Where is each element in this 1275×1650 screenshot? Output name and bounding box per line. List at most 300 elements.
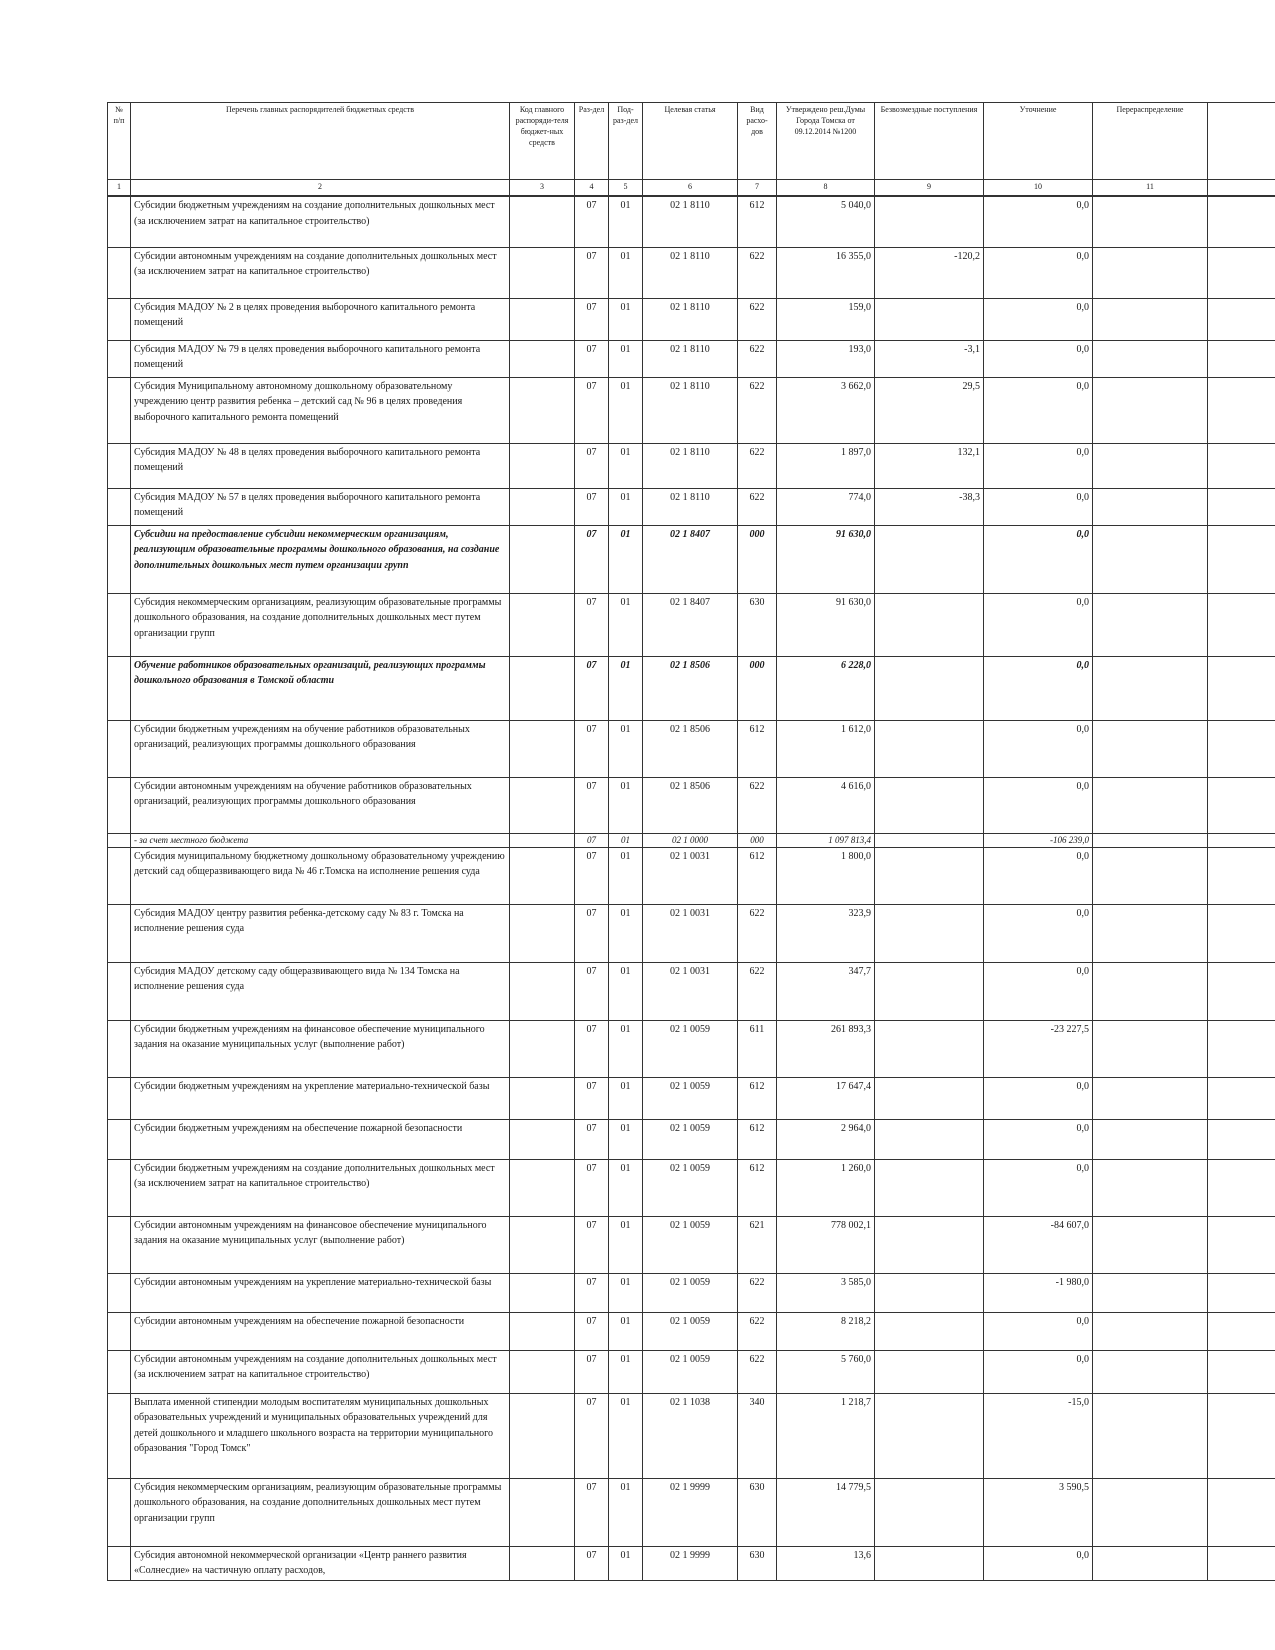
row-section: 07 (575, 847, 609, 904)
row-clarification: 0,0 (984, 1312, 1093, 1350)
row-extra (1208, 1393, 1275, 1478)
row-extra (1208, 298, 1275, 340)
row-free-receipts (875, 525, 984, 593)
row-free-receipts (875, 1159, 984, 1216)
row-target-article: 02 1 0059 (643, 1119, 738, 1159)
row-section: 07 (575, 298, 609, 340)
row-redistribution (1093, 525, 1208, 593)
row-redistribution (1093, 1273, 1208, 1312)
row-subsection: 01 (609, 904, 643, 962)
row-section: 07 (575, 720, 609, 777)
row-extra (1208, 1216, 1275, 1273)
row-expense-type: 622 (738, 443, 777, 488)
row-approved-amount: 5 760,0 (777, 1350, 875, 1393)
table-row (108, 1159, 1275, 1216)
row-subsection: 01 (609, 777, 643, 833)
table-row (108, 1393, 1275, 1478)
table-row (108, 833, 1275, 847)
row-target-article: 02 1 0059 (643, 1077, 738, 1119)
row-subsection: 01 (609, 340, 643, 377)
row-section: 07 (575, 1020, 609, 1077)
column-number (1208, 180, 1275, 197)
row-free-receipts (875, 962, 984, 1020)
row-subsection: 01 (609, 488, 643, 525)
row-admin-code (510, 1119, 575, 1159)
row-admin-code (510, 1478, 575, 1546)
row-admin-code (510, 1216, 575, 1273)
row-clarification: 0,0 (984, 247, 1093, 298)
table-row (108, 847, 1275, 904)
row-approved-amount: 6 228,0 (777, 656, 875, 720)
row-redistribution (1093, 1159, 1208, 1216)
row-approved-amount: 17 647,4 (777, 1077, 875, 1119)
row-section: 07 (575, 1119, 609, 1159)
row-description: Субсидии автономным учреждениям на укрепление материально-технической базы (131, 1273, 510, 1312)
table-row (108, 1077, 1275, 1119)
row-admin-code (510, 488, 575, 525)
row-free-receipts (875, 1393, 984, 1478)
row-free-receipts (875, 1119, 984, 1159)
table-row (108, 196, 1275, 247)
row-admin-code (510, 340, 575, 377)
table-row (108, 1020, 1275, 1077)
row-section: 07 (575, 833, 609, 847)
row-extra (1208, 1312, 1275, 1350)
row-description: Субсидии бюджетным учреждениям на укрепление материально-технической базы (131, 1077, 510, 1119)
row-admin-code (510, 847, 575, 904)
row-approved-amount: 4 616,0 (777, 777, 875, 833)
table-row (108, 525, 1275, 593)
row-description: Субсидия МАДОУ № 79 в целях проведения выборочного капитального ремонта помещений (131, 340, 510, 377)
column-number: 10 (984, 180, 1093, 197)
row-target-article: 02 1 9999 (643, 1546, 738, 1580)
row-number-cell (108, 720, 131, 777)
header-approved: Утверждено реш.Думы Города Томска от 09.12.2014 №1200 (777, 103, 875, 180)
row-extra (1208, 488, 1275, 525)
row-approved-amount: 16 355,0 (777, 247, 875, 298)
row-description: Субсидии бюджетным учреждениям на обучение работников образовательных организаций, реализующих программы дошкольного образования (131, 720, 510, 777)
row-expense-type: 000 (738, 525, 777, 593)
row-number-cell (108, 247, 131, 298)
row-target-article: 02 1 8407 (643, 525, 738, 593)
table-row (108, 593, 1275, 656)
row-expense-type: 622 (738, 1312, 777, 1350)
row-approved-amount: 1 800,0 (777, 847, 875, 904)
row-extra (1208, 340, 1275, 377)
row-extra (1208, 720, 1275, 777)
row-redistribution (1093, 833, 1208, 847)
row-extra (1208, 1350, 1275, 1393)
row-free-receipts (875, 1077, 984, 1119)
row-redistribution (1093, 720, 1208, 777)
table-row (108, 488, 1275, 525)
row-approved-amount: 774,0 (777, 488, 875, 525)
row-expense-type: 612 (738, 1159, 777, 1216)
row-free-receipts: 29,5 (875, 377, 984, 443)
row-approved-amount: 2 964,0 (777, 1119, 875, 1159)
row-target-article: 02 1 8506 (643, 777, 738, 833)
row-target-article: 02 1 8110 (643, 340, 738, 377)
row-number-cell (108, 1478, 131, 1546)
row-admin-code (510, 777, 575, 833)
row-subsection: 01 (609, 1350, 643, 1393)
row-section: 07 (575, 525, 609, 593)
row-approved-amount: 1 612,0 (777, 720, 875, 777)
row-section: 07 (575, 443, 609, 488)
header-recipients: Перечень главных распорядителей бюджетных средств (131, 103, 510, 180)
row-section: 07 (575, 1478, 609, 1546)
row-subsection: 01 (609, 247, 643, 298)
row-number-cell (108, 904, 131, 962)
row-clarification: 0,0 (984, 1077, 1093, 1119)
row-clarification: 0,0 (984, 962, 1093, 1020)
row-redistribution (1093, 847, 1208, 904)
row-expense-type: 611 (738, 1020, 777, 1077)
row-section: 07 (575, 904, 609, 962)
row-subsection: 01 (609, 1119, 643, 1159)
row-expense-type: 630 (738, 593, 777, 656)
row-description: Субсидия некоммерческим организациям, реализующим образовательные программы дошкольного образования, на создание дополнительных дошкольных мест путем организации групп (131, 1478, 510, 1546)
row-clarification: 3 590,5 (984, 1478, 1093, 1546)
row-description: Субсидии бюджетным учреждениям на обеспечение пожарной безопасности (131, 1119, 510, 1159)
row-expense-type: 630 (738, 1478, 777, 1546)
row-free-receipts (875, 1273, 984, 1312)
row-expense-type: 622 (738, 340, 777, 377)
table-row (108, 340, 1275, 377)
row-subsection: 01 (609, 833, 643, 847)
row-expense-type: 630 (738, 1546, 777, 1580)
row-description: Субсидии бюджетным учреждениям на создание дополнительных дошкольных мест (за исключением затрат на капитальное строительство) (131, 196, 510, 247)
row-approved-amount: 347,7 (777, 962, 875, 1020)
row-admin-code (510, 377, 575, 443)
row-approved-amount: 1 897,0 (777, 443, 875, 488)
row-number-cell (108, 1159, 131, 1216)
row-description: Субсидии бюджетным учреждениям на финансовое обеспечение муниципального задания на оказание муниципальных услуг (выполнение работ) (131, 1020, 510, 1077)
row-number-cell (108, 593, 131, 656)
row-number-cell (108, 847, 131, 904)
row-expense-type: 622 (738, 488, 777, 525)
row-description: Субсидии бюджетным учреждениям на создание дополнительных дошкольных мест (за исключением затрат на капитальное строительство) (131, 1159, 510, 1216)
column-number: 4 (575, 180, 609, 197)
row-redistribution (1093, 1478, 1208, 1546)
row-description: Субсидии автономным учреждениям на создание дополнительных дошкольных мест (за исключением затрат на капитальное строительство) (131, 247, 510, 298)
row-clarification: 0,0 (984, 488, 1093, 525)
row-redistribution (1093, 1216, 1208, 1273)
row-admin-code (510, 833, 575, 847)
row-subsection: 01 (609, 593, 643, 656)
row-target-article: 02 1 0059 (643, 1312, 738, 1350)
row-clarification: 0,0 (984, 525, 1093, 593)
row-description: Субсидия Муниципальному автономному дошкольному образовательному учреждению центр развития ребенка – детский сад № 96 в целях проведения выборочного капитального ремонта помещений (131, 377, 510, 443)
row-target-article: 02 1 9999 (643, 1478, 738, 1546)
row-approved-amount: 323,9 (777, 904, 875, 962)
row-extra (1208, 962, 1275, 1020)
row-subsection: 01 (609, 1312, 643, 1350)
row-section: 07 (575, 1077, 609, 1119)
row-clarification: 0,0 (984, 443, 1093, 488)
table-row (108, 247, 1275, 298)
row-section: 07 (575, 1159, 609, 1216)
row-free-receipts (875, 904, 984, 962)
row-number-cell (108, 196, 131, 247)
row-target-article: 02 1 0059 (643, 1350, 738, 1393)
row-redistribution (1093, 488, 1208, 525)
row-extra (1208, 847, 1275, 904)
row-number-cell (108, 1119, 131, 1159)
row-expense-type: 622 (738, 1273, 777, 1312)
row-free-receipts (875, 833, 984, 847)
row-approved-amount: 1 260,0 (777, 1159, 875, 1216)
row-admin-code (510, 298, 575, 340)
row-redistribution (1093, 1312, 1208, 1350)
row-target-article: 02 1 0031 (643, 962, 738, 1020)
row-approved-amount: 261 893,3 (777, 1020, 875, 1077)
row-extra (1208, 833, 1275, 847)
row-clarification: 0,0 (984, 1159, 1093, 1216)
row-clarification: -15,0 (984, 1393, 1093, 1478)
row-target-article: 02 1 8110 (643, 377, 738, 443)
row-extra (1208, 196, 1275, 247)
row-section: 07 (575, 1273, 609, 1312)
row-redistribution (1093, 1119, 1208, 1159)
row-redistribution (1093, 196, 1208, 247)
table-row (108, 298, 1275, 340)
row-description: - за счет местного бюджета (131, 833, 510, 847)
row-target-article: 02 1 8407 (643, 593, 738, 656)
column-number: 7 (738, 180, 777, 197)
row-extra (1208, 443, 1275, 488)
row-clarification: 0,0 (984, 720, 1093, 777)
row-approved-amount: 8 218,2 (777, 1312, 875, 1350)
table-row (108, 1546, 1275, 1580)
row-expense-type: 621 (738, 1216, 777, 1273)
row-approved-amount: 1 218,7 (777, 1393, 875, 1478)
row-subsection: 01 (609, 1077, 643, 1119)
row-extra (1208, 377, 1275, 443)
row-free-receipts: -120,2 (875, 247, 984, 298)
row-expense-type: 000 (738, 656, 777, 720)
header-section: Раз-дел (575, 103, 609, 180)
row-target-article: 02 1 8110 (643, 247, 738, 298)
row-expense-type: 622 (738, 962, 777, 1020)
row-target-article: 02 1 0059 (643, 1273, 738, 1312)
row-clarification: 0,0 (984, 777, 1093, 833)
row-extra (1208, 1119, 1275, 1159)
column-number: 3 (510, 180, 575, 197)
row-free-receipts (875, 593, 984, 656)
row-admin-code (510, 1273, 575, 1312)
row-approved-amount: 14 779,5 (777, 1478, 875, 1546)
table-row (108, 443, 1275, 488)
row-admin-code (510, 1020, 575, 1077)
row-admin-code (510, 656, 575, 720)
row-free-receipts (875, 1216, 984, 1273)
row-number-cell (108, 1350, 131, 1393)
row-free-receipts (875, 656, 984, 720)
row-number-cell (108, 1077, 131, 1119)
column-number: 2 (131, 180, 510, 197)
row-extra (1208, 1546, 1275, 1580)
row-free-receipts (875, 1546, 984, 1580)
column-number: 5 (609, 180, 643, 197)
row-section: 07 (575, 777, 609, 833)
row-clarification: 0,0 (984, 196, 1093, 247)
row-expense-type: 340 (738, 1393, 777, 1478)
row-subsection: 01 (609, 1159, 643, 1216)
header-row-number: № п/п (108, 103, 131, 180)
row-description: Субсидии автономным учреждениям на финансовое обеспечение муниципального задания на оказание муниципальных услуг (выполнение работ) (131, 1216, 510, 1273)
row-free-receipts (875, 847, 984, 904)
row-admin-code (510, 720, 575, 777)
row-clarification: 0,0 (984, 340, 1093, 377)
row-clarification: 0,0 (984, 656, 1093, 720)
row-redistribution (1093, 904, 1208, 962)
row-number-cell (108, 833, 131, 847)
row-approved-amount: 91 630,0 (777, 525, 875, 593)
row-extra (1208, 1273, 1275, 1312)
row-free-receipts (875, 1350, 984, 1393)
row-number-cell (108, 443, 131, 488)
row-subsection: 01 (609, 1020, 643, 1077)
row-expense-type: 612 (738, 1119, 777, 1159)
row-number-cell (108, 1216, 131, 1273)
row-description: Субсидия муниципальному бюджетному дошкольному образовательному учреждению детский сад общеразвивающего вида № 46 г.Томска на исполнение решения суда (131, 847, 510, 904)
row-subsection: 01 (609, 1216, 643, 1273)
row-section: 07 (575, 340, 609, 377)
row-target-article: 02 1 0059 (643, 1020, 738, 1077)
row-admin-code (510, 962, 575, 1020)
row-admin-code (510, 1350, 575, 1393)
row-target-article: 02 1 8110 (643, 298, 738, 340)
row-description: Выплата именной стипендии молодым воспитателям муниципальных дошкольных образовательных учреждений и муниципальных образовательных учреждений для детей дошкольного и младшего школьного возраста на территории муниципального образования "Город Томск" (131, 1393, 510, 1478)
row-number-cell (108, 340, 131, 377)
row-free-receipts (875, 1312, 984, 1350)
row-clarification: 0,0 (984, 1546, 1093, 1580)
table-row (108, 377, 1275, 443)
row-description: Обучение работников образовательных организаций, реализующих программы дошкольного образования в Томской области (131, 656, 510, 720)
row-number-cell (108, 488, 131, 525)
row-target-article: 02 1 0059 (643, 1216, 738, 1273)
row-admin-code (510, 196, 575, 247)
row-redistribution (1093, 962, 1208, 1020)
row-description: Субсидии автономным учреждениям на обеспечение пожарной безопасности (131, 1312, 510, 1350)
row-admin-code (510, 1312, 575, 1350)
row-free-receipts: -3,1 (875, 340, 984, 377)
row-target-article: 02 1 8110 (643, 443, 738, 488)
table-row (108, 962, 1275, 1020)
row-subsection: 01 (609, 1478, 643, 1546)
row-redistribution (1093, 656, 1208, 720)
row-section: 07 (575, 247, 609, 298)
row-approved-amount: 159,0 (777, 298, 875, 340)
row-approved-amount: 193,0 (777, 340, 875, 377)
column-number: 1 (108, 180, 131, 197)
row-number-cell (108, 962, 131, 1020)
row-number-cell (108, 1546, 131, 1580)
row-expense-type: 612 (738, 847, 777, 904)
row-subsection: 01 (609, 962, 643, 1020)
row-extra (1208, 656, 1275, 720)
row-free-receipts (875, 777, 984, 833)
row-expense-type: 622 (738, 247, 777, 298)
table-row (108, 656, 1275, 720)
table-header-row (108, 103, 1275, 180)
row-extra (1208, 247, 1275, 298)
table-row (108, 1350, 1275, 1393)
row-target-article: 02 1 8506 (643, 720, 738, 777)
row-target-article: 02 1 8506 (643, 656, 738, 720)
row-extra (1208, 1478, 1275, 1546)
row-redistribution (1093, 247, 1208, 298)
row-clarification: -106 239,0 (984, 833, 1093, 847)
budget-table-sheet (107, 102, 1275, 1581)
row-expense-type: 612 (738, 720, 777, 777)
row-expense-type: 622 (738, 777, 777, 833)
row-section: 07 (575, 1216, 609, 1273)
column-number: 8 (777, 180, 875, 197)
row-clarification: 0,0 (984, 1119, 1093, 1159)
row-redistribution (1093, 443, 1208, 488)
row-free-receipts (875, 1478, 984, 1546)
row-redistribution (1093, 1077, 1208, 1119)
row-subsection: 01 (609, 443, 643, 488)
row-clarification: 0,0 (984, 1350, 1093, 1393)
row-description: Субсидия МАДОУ детскому саду общеразвивающего вида № 134 Томска на исполнение решения суда (131, 962, 510, 1020)
row-approved-amount: 13,6 (777, 1546, 875, 1580)
row-subsection: 01 (609, 847, 643, 904)
header-subsection: Под-раз-дел (609, 103, 643, 180)
row-expense-type: 622 (738, 904, 777, 962)
row-number-cell (108, 1312, 131, 1350)
row-admin-code (510, 1393, 575, 1478)
row-number-cell (108, 298, 131, 340)
row-redistribution (1093, 298, 1208, 340)
row-redistribution (1093, 1020, 1208, 1077)
row-redistribution (1093, 777, 1208, 833)
row-section: 07 (575, 488, 609, 525)
row-number-cell (108, 377, 131, 443)
header-target-article: Целевая статья (643, 103, 738, 180)
row-admin-code (510, 904, 575, 962)
row-subsection: 01 (609, 656, 643, 720)
column-number: 6 (643, 180, 738, 197)
row-free-receipts (875, 298, 984, 340)
header-redistribution: Перераспределение (1093, 103, 1208, 180)
row-extra (1208, 1077, 1275, 1119)
row-redistribution (1093, 1393, 1208, 1478)
row-target-article: 02 1 1038 (643, 1393, 738, 1478)
row-admin-code (510, 1077, 575, 1119)
row-number-cell (108, 777, 131, 833)
row-section: 07 (575, 196, 609, 247)
row-clarification: 0,0 (984, 593, 1093, 656)
row-subsection: 01 (609, 1546, 643, 1580)
row-approved-amount: 778 002,1 (777, 1216, 875, 1273)
row-description: Субсидия автономной некоммерческой организации «Центр раннего развития «Солнесдие» на частичную оплату расходов, (131, 1546, 510, 1580)
row-free-receipts (875, 1020, 984, 1077)
row-description: Субсидия МАДОУ № 48 в целях проведения выборочного капитального ремонта помещений (131, 443, 510, 488)
row-number-cell (108, 1020, 131, 1077)
row-admin-code (510, 525, 575, 593)
budget-table (107, 102, 1275, 1581)
row-free-receipts (875, 720, 984, 777)
row-subsection: 01 (609, 196, 643, 247)
row-number-cell (108, 525, 131, 593)
table-row (108, 1273, 1275, 1312)
row-expense-type: 612 (738, 196, 777, 247)
row-expense-type: 622 (738, 1350, 777, 1393)
row-subsection: 01 (609, 1393, 643, 1478)
